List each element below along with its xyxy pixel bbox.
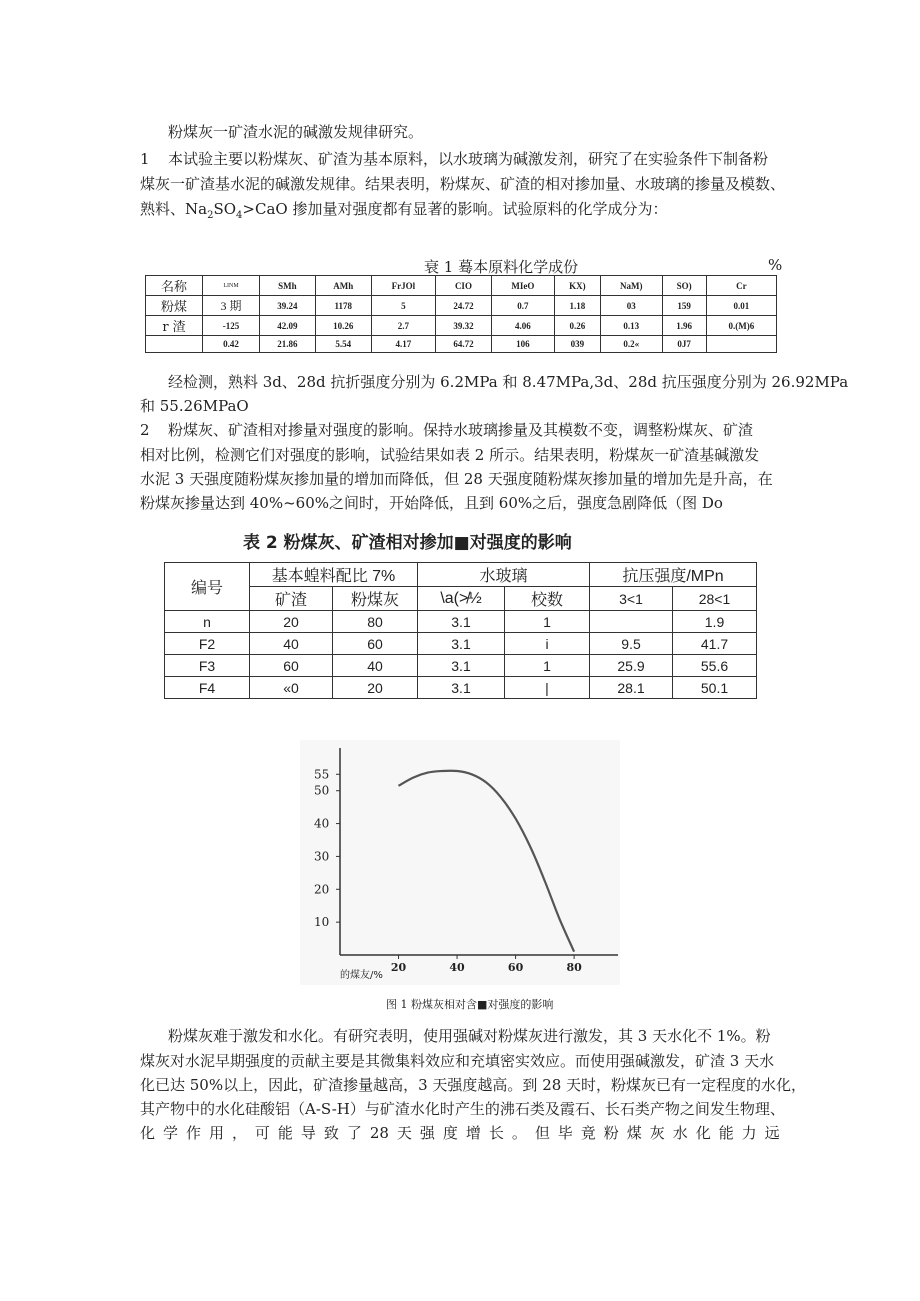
table-cell: FrJOl [371, 276, 435, 296]
figure-caption: 图 1 粉煤灰相对含■对强度的影响 [386, 998, 554, 1011]
justified-char: 度 [442, 1124, 458, 1142]
end-paragraph-line: 煤灰对水泥早期强度的贡献主要是其微集料效应和充填密实效应。而使用强碱激发，矿渣 3 天水 [140, 1052, 775, 1070]
justified-char: 导 [300, 1124, 316, 1142]
table-cell: 03 [600, 296, 662, 316]
table-cell: n [165, 611, 250, 633]
justified-char: 了 [346, 1124, 362, 1142]
table-cell: 粉煤灰 [333, 587, 418, 611]
table-cell: 28.1 [590, 677, 673, 699]
table-cell: 1.96 [662, 316, 706, 336]
y-tick-label: 30 [314, 849, 330, 864]
justified-char: 学 [162, 1124, 178, 1142]
x-tick-label: 80 [566, 961, 582, 974]
table-cell: 64.72 [436, 336, 492, 353]
table-cell: 159 [662, 296, 706, 316]
table-row [146, 336, 777, 353]
table-cell: 106 [491, 336, 554, 353]
justified-char: 灰 [649, 1124, 665, 1142]
table-1 [145, 275, 777, 353]
table-cell: 水玻璃 [418, 563, 590, 587]
justified-char: 增 [465, 1124, 481, 1142]
table-cell: 4.17 [371, 336, 435, 353]
table-cell [590, 611, 673, 633]
strength-line-chart [300, 740, 620, 985]
justified-char: 煤 [626, 1124, 642, 1142]
justified-char: 竟 [580, 1124, 596, 1142]
table-cell: SMh [260, 276, 316, 296]
table-2 [164, 562, 757, 699]
justified-char: 致 [323, 1124, 339, 1142]
end-paragraph-line [140, 1121, 780, 1145]
table-cell: 1.18 [554, 296, 600, 316]
end-paragraph-line: 其产物中的水化硅酸铝（A-S-H）与矿渣水化时产生的沸石类及霞石、长石类产物之间发生物理、 [140, 1100, 785, 1118]
y-tick-label: 10 [314, 915, 330, 930]
table-row [146, 296, 777, 316]
end-paragraph-line: 化已达 50%以上，因此，矿渣掺量越高，3 天强度越高。到 28 天时，粉煤灰已有一定程度的水化， [140, 1076, 807, 1094]
table-cell: 4.06 [491, 316, 554, 336]
paper-heading: 粉煤灰一矿渣水泥的碱激发规律研究。 [168, 123, 424, 141]
table-row [165, 655, 757, 677]
justified-char: 化 [140, 1124, 156, 1142]
table-cell: 80 [333, 611, 418, 633]
section-2-line: 粉煤灰、矿渣相对掺量对强度的影响。保持水玻璃掺量及其模数不变，调整粉煤灰、矿渣 [168, 421, 754, 439]
table-cell: 3<1 [590, 587, 673, 611]
table-cell: 0.42 [203, 336, 260, 353]
x-tick-label: 40 [449, 961, 465, 974]
justified-char: 。 [511, 1124, 527, 1142]
table-row [165, 633, 757, 655]
table-cell: r 渣 [146, 316, 203, 336]
table-1-caption: 衰 1 蓦本原料化学成份 [424, 258, 579, 276]
y-tick-label: 55 [314, 767, 330, 782]
section-2-line: 相对比例，检测它们对强度的影响，试验结果如表 2 所示。结果表明，粉煤灰一矿渣基碱激发 [140, 446, 760, 464]
table-cell: 50.1 [673, 677, 757, 699]
table-cell [146, 336, 203, 353]
justified-char: 长 [488, 1124, 504, 1142]
table-cell: 039 [554, 336, 600, 353]
table-cell: MIeO [491, 276, 554, 296]
table-cell: 42.09 [260, 316, 316, 336]
table-row [165, 587, 757, 611]
table-row [165, 563, 757, 587]
table-2-caption: 表 2 粉煤灰、矿渣相对掺加■对强度的影响 [243, 533, 572, 553]
justified-char: 28 [369, 1124, 389, 1142]
table-1-unit: % [768, 256, 783, 274]
test-paragraph-line: 经检测，熟料 3d、28d 抗折强度分别为 6.2MPa 和 8.47MPa,3d、28d 抗压强度分别为 26.92MPa [168, 373, 849, 391]
table-cell: 5 [371, 296, 435, 316]
table-cell: SO) [662, 276, 706, 296]
table-cell: Cr [706, 276, 776, 296]
table-cell: AMh [315, 276, 371, 296]
table-cell: \a(≯½ [418, 587, 505, 611]
table-cell: F4 [165, 677, 250, 699]
table-cell [706, 336, 776, 353]
table-cell: LINM [203, 276, 260, 296]
table-cell: 40 [333, 655, 418, 677]
justified-char: 可 [254, 1124, 270, 1142]
section-1-line: 熟料、$Na_2SO_4>CaO$ 掺加量对强度都有显著的影响。试验原料的化学成分为： [140, 200, 668, 221]
table-cell: 60 [333, 633, 418, 655]
table-cell: 28<1 [673, 587, 757, 611]
table-cell: «0 [250, 677, 333, 699]
table-cell: 3.1 [418, 655, 505, 677]
table-cell: 39.32 [436, 316, 492, 336]
table-cell: F2 [165, 633, 250, 655]
table-cell: 0.2« [600, 336, 662, 353]
table-cell: 25.9 [590, 655, 673, 677]
justified-char: ， [231, 1124, 247, 1142]
section-1-line: 本试验主要以粉煤灰、矿渣为基本原料，以水玻璃为碱激发剂，研究了在实验条件下制备粉 [168, 150, 769, 168]
table-row [146, 276, 777, 296]
table-cell: 0.(M)6 [706, 316, 776, 336]
y-tick-label: 20 [314, 882, 330, 897]
justified-char: 但 [534, 1124, 550, 1142]
table-cell: 0.7 [491, 296, 554, 316]
table-cell: 60 [250, 655, 333, 677]
table-row [165, 677, 757, 699]
table-cell: 39.24 [260, 296, 316, 316]
justified-char: 强 [419, 1124, 435, 1142]
y-tick-label: 40 [314, 816, 330, 831]
table-cell: 矿渣 [250, 587, 333, 611]
table-cell: 编号 [165, 563, 250, 611]
table-cell: | [505, 677, 590, 699]
x-tick-label: 20 [390, 961, 407, 974]
table-cell: 0.01 [706, 296, 776, 316]
table-row [146, 316, 777, 336]
end-paragraph-line: 粉煤灰难于激发和水化。有研究表明，使用强碱对粉煤灰进行激发，其 3 天水化不 1%。粉 [168, 1027, 771, 1045]
table-cell: 55.6 [673, 655, 757, 677]
table-cell: i [505, 633, 590, 655]
table-cell: 基本蝗料配比 7% [250, 563, 418, 587]
justified-char: 作 [185, 1124, 201, 1142]
test-paragraph-line: 和 55.26MPaO [140, 397, 249, 415]
table-cell: F3 [165, 655, 250, 677]
justified-char: 天 [396, 1124, 412, 1142]
table-cell: 40 [250, 633, 333, 655]
table-cell: CIO [436, 276, 492, 296]
table-cell: 2.7 [371, 316, 435, 336]
section-2-line: 水泥 3 天强度随粉煤灰掺加量的增加而降低，但 28 天强度随粉煤灰掺加量的增加先是升高，在 [140, 470, 773, 488]
justified-char: 能 [718, 1124, 734, 1142]
table-cell: 10.26 [315, 316, 371, 336]
justified-char: 粉 [603, 1124, 619, 1142]
table-cell: 41.7 [673, 633, 757, 655]
table-cell: 0J7 [662, 336, 706, 353]
table-cell: 3 期 [203, 296, 260, 316]
section-2-line: 粉煤灰掺量达到 40%~60%之间时，开始降低，且到 60%之后，强度急剧降低（图 Do [140, 494, 723, 512]
table-cell: 粉煤 [146, 296, 203, 316]
table-cell: 校数 [505, 587, 590, 611]
table-cell: 1 [505, 655, 590, 677]
table-cell: 5.54 [315, 336, 371, 353]
table-cell: 3.1 [418, 633, 505, 655]
justified-char: 水 [672, 1124, 688, 1142]
table-cell: -125 [203, 316, 260, 336]
table-cell: 1178 [315, 296, 371, 316]
table-cell: 24.72 [436, 296, 492, 316]
y-tick-label: 50 [314, 783, 330, 798]
table-cell: 名称 [146, 276, 203, 296]
justified-char: 远 [764, 1124, 780, 1142]
justified-char: 力 [741, 1124, 757, 1142]
table-cell: 3.1 [418, 677, 505, 699]
table-row [165, 611, 757, 633]
table-cell: NaM) [600, 276, 662, 296]
table-cell: 21.86 [260, 336, 316, 353]
table-cell: 20 [333, 677, 418, 699]
table-cell: 3.1 [418, 611, 505, 633]
x-axis-label: 的煤友/% [340, 970, 383, 981]
table-cell: 0.13 [600, 316, 662, 336]
section-1-number: 1 [140, 150, 150, 168]
justified-char: 用 [208, 1124, 224, 1142]
justified-char: 化 [695, 1124, 711, 1142]
table-cell: KX) [554, 276, 600, 296]
justified-char: 能 [277, 1124, 293, 1142]
table-cell: 0.26 [554, 316, 600, 336]
table-cell: 9.5 [590, 633, 673, 655]
x-tick-label: 60 [507, 961, 524, 974]
table-cell: 1.9 [673, 611, 757, 633]
justified-char: 毕 [557, 1124, 573, 1142]
section-1-line: 煤灰一矿渣基水泥的碱激发规律。结果表明，粉煤灰、矿渣的相对掺加量、水玻璃的掺量及模数、 [140, 175, 786, 193]
table-cell: 抗压强度/MPn [590, 563, 757, 587]
table-cell: 20 [250, 611, 333, 633]
section-2-number: 2 [140, 421, 150, 439]
table-cell: 1 [505, 611, 590, 633]
